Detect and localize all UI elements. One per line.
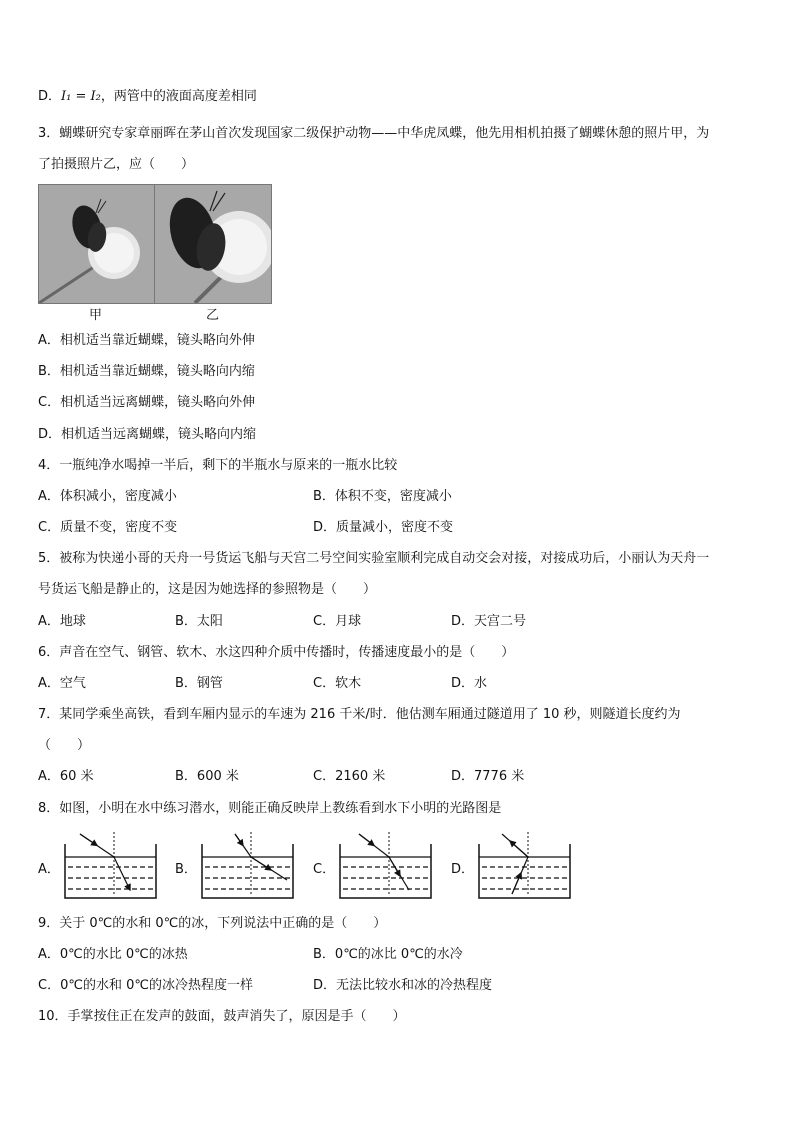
q6-stem: 6．声音在空气、钢管、软木、水这四种介质中传播时，传播速度最小的是（ ） — [38, 645, 515, 660]
refraction-diagram-a — [62, 832, 160, 902]
q8-label-b: B． — [175, 862, 197, 877]
q5-option-b: B．太阳 — [175, 614, 223, 629]
q10-stem: 10．手掌按住正在发声的鼓面，鼓声消失了，原因是手（ ） — [38, 1009, 406, 1024]
butterfly-photo-icon — [39, 185, 155, 303]
refraction-diagram-d — [476, 832, 574, 902]
q9-option-d: D．无法比较水和冰的冷热程度 — [313, 978, 493, 993]
q3-option-b: B．相机适当靠近蝴蝶，镜头略向内缩 — [38, 364, 255, 379]
q7-option-b: B．600 米 — [175, 769, 239, 784]
q6-option-b: B．钢管 — [175, 676, 223, 691]
q7-option-c: C．2160 米 — [313, 769, 386, 784]
q9-option-b: B．0℃的冰比 0℃的水冷 — [313, 947, 463, 962]
q4-stem: 4．一瓶纯净水喝掉一半后，剩下的半瓶水与原来的一瓶水比较 — [38, 458, 398, 473]
refraction-diagram-c — [337, 832, 435, 902]
q4-option-a: A．体积减小，密度减小 — [38, 489, 177, 504]
photo-label-yi: 乙 — [206, 308, 220, 323]
q3-stem-line2: 了拍摄照片乙，应（ ） — [38, 157, 195, 172]
q9-option-c: C．0℃的水和 0℃的冰冷热程度一样 — [38, 978, 253, 993]
q6-option-d: D．水 — [451, 676, 488, 691]
q4-option-b: B．体积不变，密度减小 — [313, 489, 452, 504]
q3-option-a: A．相机适当靠近蝴蝶，镜头略向外伸 — [38, 333, 255, 348]
q2-option-text: ，两管中的液面高度差相同 — [100, 89, 257, 104]
q8-label-c: C． — [313, 862, 336, 877]
butterfly-photo-yi — [154, 184, 272, 304]
q6-option-c: C．软木 — [313, 676, 362, 691]
q7-stem-line2: （ ） — [38, 738, 91, 753]
q9-stem: 9．关于 0℃的水和 0℃的冰，下列说法中正确的是（ ） — [38, 916, 387, 931]
q8-stem: 8．如图，小明在水中练习潜水，则能正确反映岸上教练看到水下小明的光路图是 — [38, 801, 502, 816]
butterfly-photo-icon — [155, 185, 271, 303]
q3-option-c: C．相机适当远离蝴蝶，镜头略向外伸 — [38, 395, 256, 410]
refraction-diagram-b — [199, 832, 297, 902]
q8-label-d: D． — [451, 862, 475, 877]
q5-option-c: C．月球 — [313, 614, 362, 629]
q2-option-prefix: D． — [38, 89, 62, 104]
q3-option-d: D．相机适当远离蝴蝶，镜头略向内缩 — [38, 427, 257, 442]
q4-option-d: D．质量减小，密度不变 — [313, 520, 454, 535]
q3-stem-line1: 3．蝴蝶研究专家章丽晖在茅山首次发现国家二级保护动物——中华虎凤蝶，他先用相机拍摄了蝴蝶休憩的照片甲，为 — [38, 126, 710, 141]
butterfly-photo-jia — [38, 184, 156, 304]
q5-option-d: D．天宫二号 — [451, 614, 527, 629]
q7-option-a: A．60 米 — [38, 769, 94, 784]
q5-stem-line1: 5．被称为快递小哥的天舟一号货运飞船与天宫二号空间实验室顺利完成自动交会对接，对接成功后，小丽认为天舟一 — [38, 551, 710, 566]
q4-option-c: C．质量不变，密度不变 — [38, 520, 178, 535]
photo-label-jia: 甲 — [89, 308, 103, 323]
q7-stem-line1: 7．某同学乘坐高铁，看到车厢内显示的车速为 216 千米/时．他估测车厢通过隧道用了 10 秒，则隧道长度约为 — [38, 707, 681, 722]
q6-option-a: A．空气 — [38, 676, 86, 691]
q8-label-a: A． — [38, 862, 60, 877]
q9-option-a: A．0℃的水比 0℃的冰热 — [38, 947, 188, 962]
q2-option-d — [38, 88, 257, 106]
q5-stem-line2: 号货运飞船是静止的，这是因为她选择的参照物是（ ） — [38, 582, 377, 597]
q7-option-d: D．7776 米 — [451, 769, 525, 784]
q5-option-a: A．地球 — [38, 614, 86, 629]
q2-equation: I₁ = I₂ — [61, 89, 101, 104]
